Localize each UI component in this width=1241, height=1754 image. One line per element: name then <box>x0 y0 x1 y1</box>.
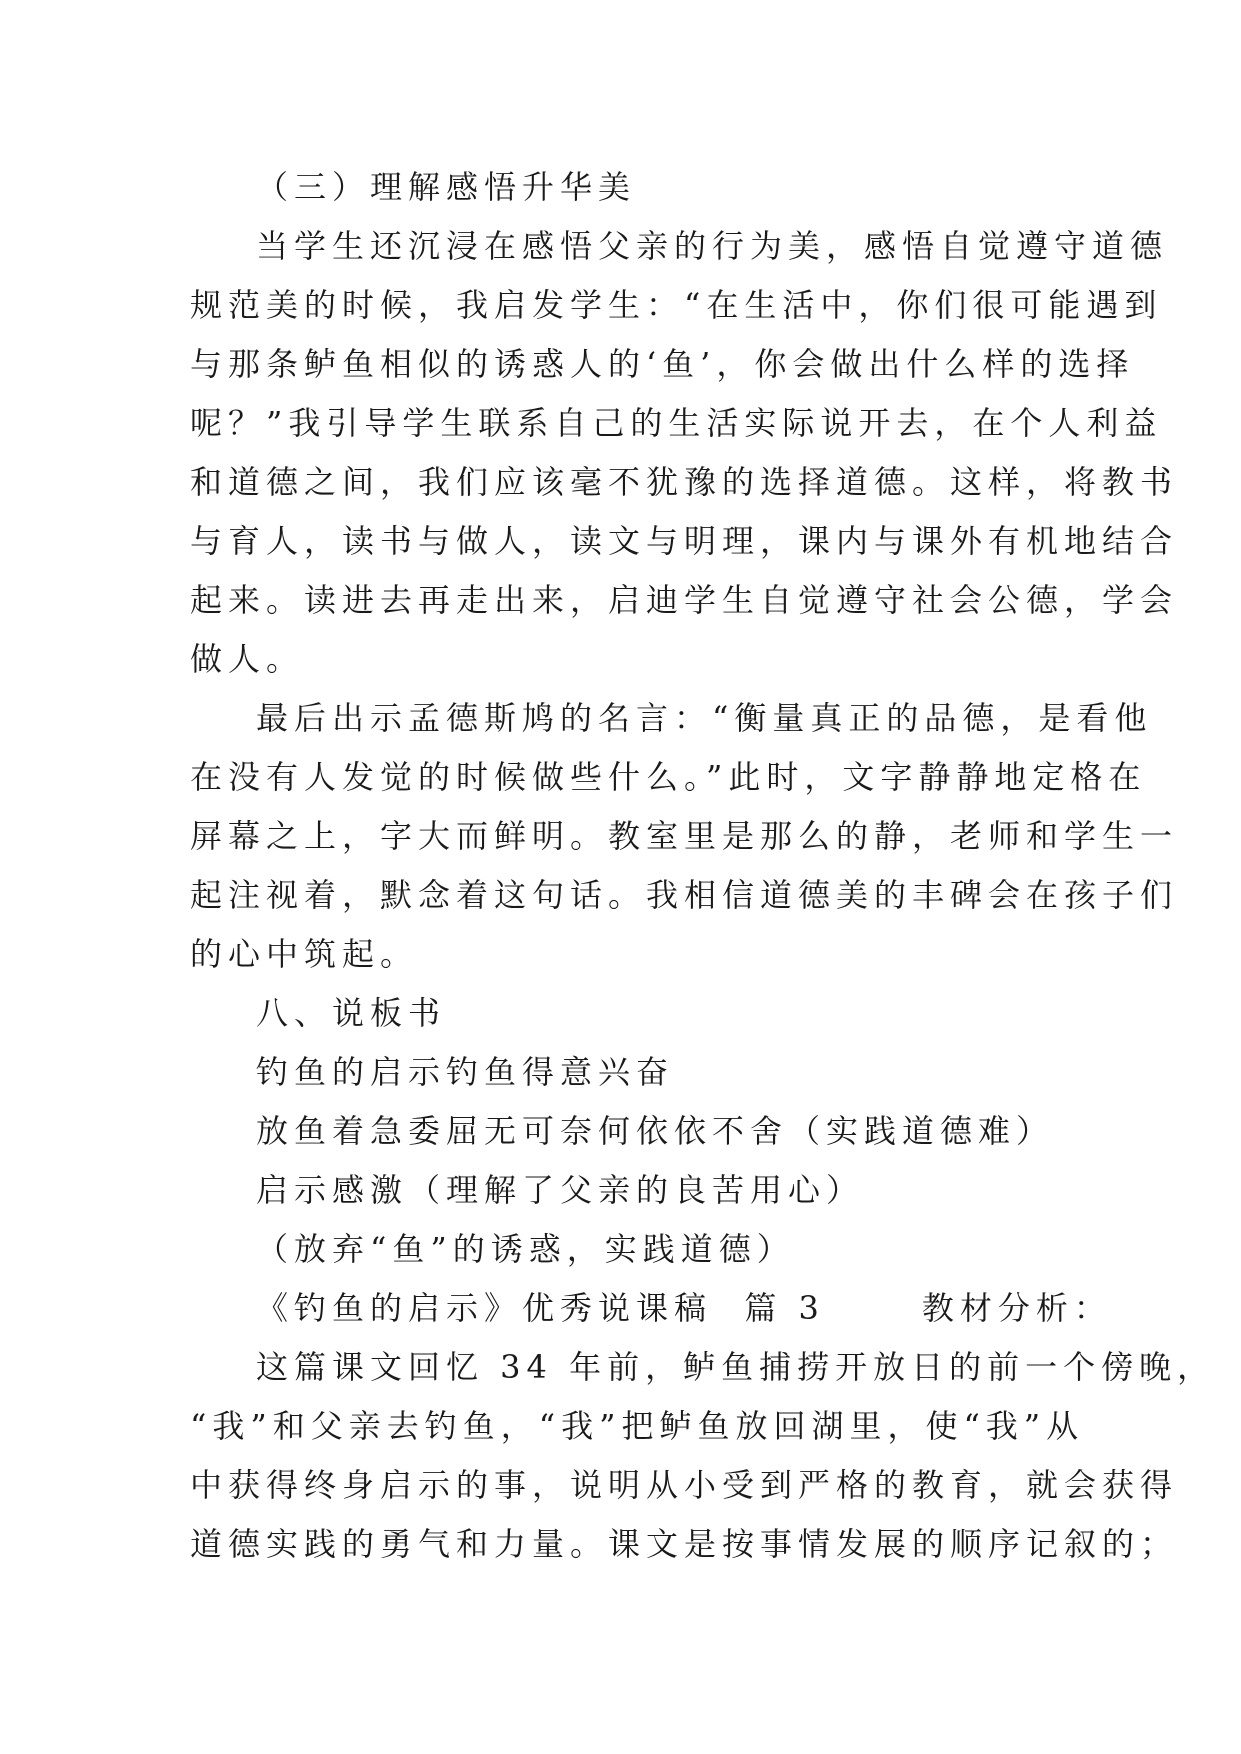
paragraph-line <box>256 1347 1215 1387</box>
text-line: 做人。 <box>190 640 305 678</box>
paragraph-line <box>190 462 1178 502</box>
text-line: 这篇课文回忆 34 年前，鲈鱼捕捞开放日的前一个傍晚， <box>256 1348 1216 1386</box>
paragraph-line <box>190 580 1178 620</box>
text-line: 与育人，读书与做人，读文与明理，课内与课外有机地结合 <box>190 522 1179 560</box>
text-line: 与那条鲈鱼相似的诱惑人的‘鱼’，你会做出什么样的选择 <box>190 345 1135 383</box>
text-line: （三）理解感悟升华美 <box>256 168 637 206</box>
paragraph-line <box>190 816 1178 856</box>
text-line: 《钓鱼的启示》优秀说课稿 篇 3 教材分析： <box>256 1289 1112 1327</box>
text-line: 中获得终身启示的事，说明从小受到严格的教育，就会获得 <box>190 1466 1179 1504</box>
text-line: 启示感激（理解了父亲的良苦用心） <box>256 1171 865 1209</box>
text-line: 呢？”我引导学生联系自己的生活实际说开去，在个人利益 <box>190 404 1163 442</box>
text-line: 钓鱼的启示钓鱼得意兴奋 <box>256 1053 675 1091</box>
board-line <box>256 1229 795 1269</box>
text-line: 在没有人发觉的时候做些什么。”此时，文字静静地定格在 <box>190 758 1147 796</box>
paragraph-line <box>190 344 1134 384</box>
section-heading-board <box>256 993 446 1033</box>
text-line: 起注视着，默念着这句话。我相信道德美的丰碑会在孩子们 <box>190 876 1179 914</box>
paragraph-line <box>256 226 1168 266</box>
paragraph-line <box>190 639 304 679</box>
paragraph-line <box>190 757 1146 797</box>
text-line: 最后出示孟德斯鸠的名言：“衡量真正的品德，是看他 <box>256 699 1153 737</box>
board-line <box>256 1170 864 1210</box>
section-heading-understand <box>256 167 636 207</box>
text-line: “我”和父亲去钓鱼，“我”把鲈鱼放回湖里，使“我”从 <box>190 1407 1085 1445</box>
text-line: 屏幕之上，字大而鲜明。教室里是那么的静，老师和学生一 <box>190 817 1179 855</box>
text-line: 道德实践的勇气和力量。课文是按事情发展的顺序记叙的； <box>190 1525 1179 1563</box>
paragraph-line <box>190 1465 1178 1505</box>
paragraph-line <box>256 698 1152 738</box>
paragraph-line <box>190 403 1162 443</box>
text-line: 八、说板书 <box>256 994 447 1032</box>
text-line: 规范美的时候，我启发学生：“在生活中，你们很可能遇到 <box>190 286 1163 324</box>
text-line: 当学生还沉浸在感悟父亲的行为美，感悟自觉遵守道德 <box>256 227 1169 265</box>
paragraph-line <box>190 875 1178 915</box>
text-line: 放鱼着急委屈无可奈何依依不舍（实践道德难） <box>256 1112 1055 1150</box>
text-line: 的心中筑起。 <box>190 935 419 973</box>
lesson-plan-heading <box>256 1288 1112 1328</box>
paragraph-line <box>190 521 1178 561</box>
paragraph-line <box>190 285 1162 325</box>
board-line <box>256 1111 1054 1151</box>
paragraph-line <box>190 1406 1084 1446</box>
paragraph-line <box>190 934 418 974</box>
text-line: 和道德之间，我们应该毫不犹豫的选择道德。这样，将教书 <box>190 463 1179 501</box>
text-line: （放弃“鱼”的诱惑，实践道德） <box>256 1230 795 1268</box>
text-line: 起来。读进去再走出来，启迪学生自觉遵守社会公德，学会 <box>190 581 1179 619</box>
paragraph-line <box>190 1524 1178 1564</box>
board-line <box>256 1052 674 1092</box>
